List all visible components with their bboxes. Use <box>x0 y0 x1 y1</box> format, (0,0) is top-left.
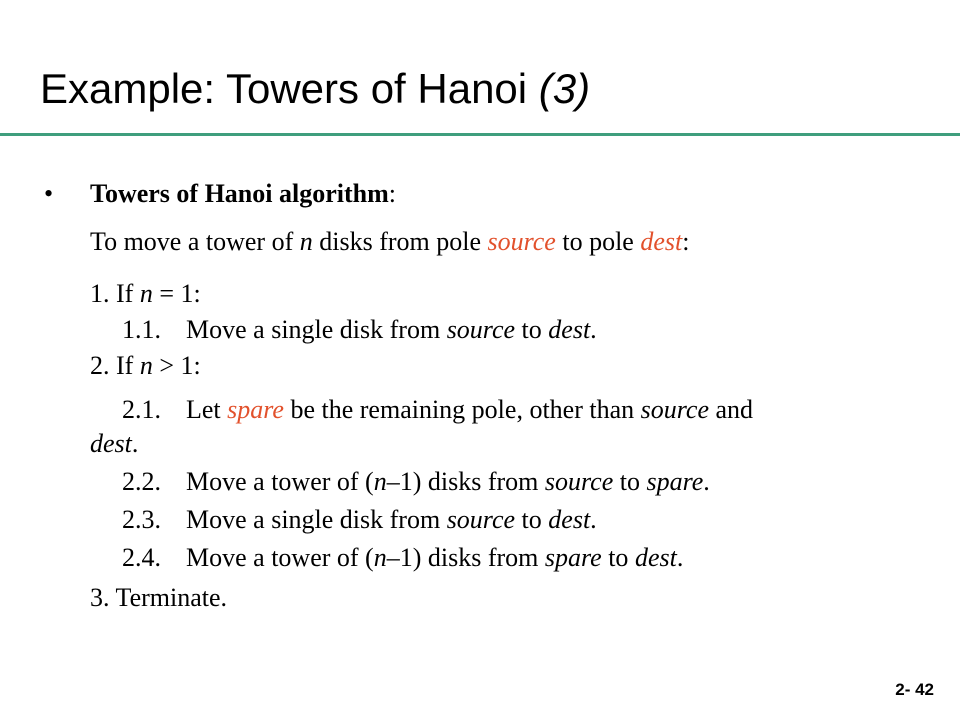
var-source: source <box>446 505 516 534</box>
step-1-1 <box>122 314 597 346</box>
var-spare: spare <box>544 543 602 572</box>
step-3: 3. Terminate. <box>90 583 228 612</box>
step-number: 1.1. <box>122 315 161 344</box>
var-source: source <box>640 395 709 424</box>
var-source: source <box>544 467 614 496</box>
step-text: . <box>590 505 597 534</box>
step-text: 2. If <box>90 351 140 380</box>
step-text: –1) disks from <box>386 543 545 572</box>
step-text: 1. If <box>90 279 140 308</box>
step-text: . <box>590 315 597 344</box>
step-1 <box>90 278 201 310</box>
var-source-highlight: source <box>487 227 556 256</box>
var-spare: spare <box>646 467 704 496</box>
slide-title <box>40 64 590 114</box>
bullet-icon: • <box>44 179 54 208</box>
step-2-4 <box>122 542 683 574</box>
var-n: n <box>139 351 153 380</box>
var-spare-highlight: spare <box>227 395 284 424</box>
step-number: 2.4. <box>122 543 161 572</box>
intro-line <box>90 226 689 258</box>
var-dest: dest <box>90 429 132 458</box>
var-source: source <box>446 315 516 344</box>
step-number: 2.1. <box>122 395 161 424</box>
step-text: Move a tower of ( <box>186 467 374 496</box>
step-text: . <box>131 429 139 458</box>
step-text: –1) disks from <box>386 467 545 496</box>
intro-text: disks from pole <box>312 227 488 256</box>
heading-colon: : <box>388 179 396 208</box>
title-part-number: (3) <box>538 65 591 112</box>
heading-text: Towers of Hanoi algorithm <box>90 179 389 208</box>
var-n: n <box>373 543 387 572</box>
intro-text: : <box>682 227 690 256</box>
var-n: n <box>299 227 313 256</box>
var-dest-highlight: dest <box>640 227 683 256</box>
step-2-2 <box>122 466 710 498</box>
title-divider <box>0 133 960 136</box>
page-number: 2- 42 <box>895 680 934 699</box>
step-text: to <box>613 467 647 496</box>
step-2 <box>90 350 201 382</box>
step-number: 2.3. <box>122 505 161 534</box>
step-2-3 <box>122 504 597 536</box>
var-dest: dest <box>548 315 591 344</box>
step-text: . <box>703 467 710 496</box>
step-text: to <box>601 543 635 572</box>
step-text: Let <box>186 395 228 424</box>
step-text: > 1: <box>152 351 201 380</box>
step-2-1-continued <box>90 428 138 460</box>
var-n: n <box>139 279 153 308</box>
var-dest: dest <box>634 543 677 572</box>
step-text: to <box>515 315 549 344</box>
step-text: . <box>676 543 684 572</box>
step-text: = 1: <box>152 279 201 308</box>
step-text: Move a tower of ( <box>186 543 374 572</box>
step-2-1 <box>122 394 753 426</box>
step-text: and <box>709 395 754 424</box>
step-text: be the remaining pole, other than <box>283 395 641 424</box>
step-text: to <box>515 505 549 534</box>
step-text: Move a single disk from <box>186 505 447 534</box>
step-number: 2.2. <box>122 467 161 496</box>
var-dest: dest <box>548 505 591 534</box>
step-text: Move a single disk from <box>186 315 447 344</box>
var-n: n <box>373 467 387 496</box>
title-main: Example: Towers of Hanoi <box>40 65 539 112</box>
intro-text: to pole <box>555 227 641 256</box>
intro-text: To move a tower of <box>90 227 300 256</box>
algorithm-heading <box>90 178 396 210</box>
